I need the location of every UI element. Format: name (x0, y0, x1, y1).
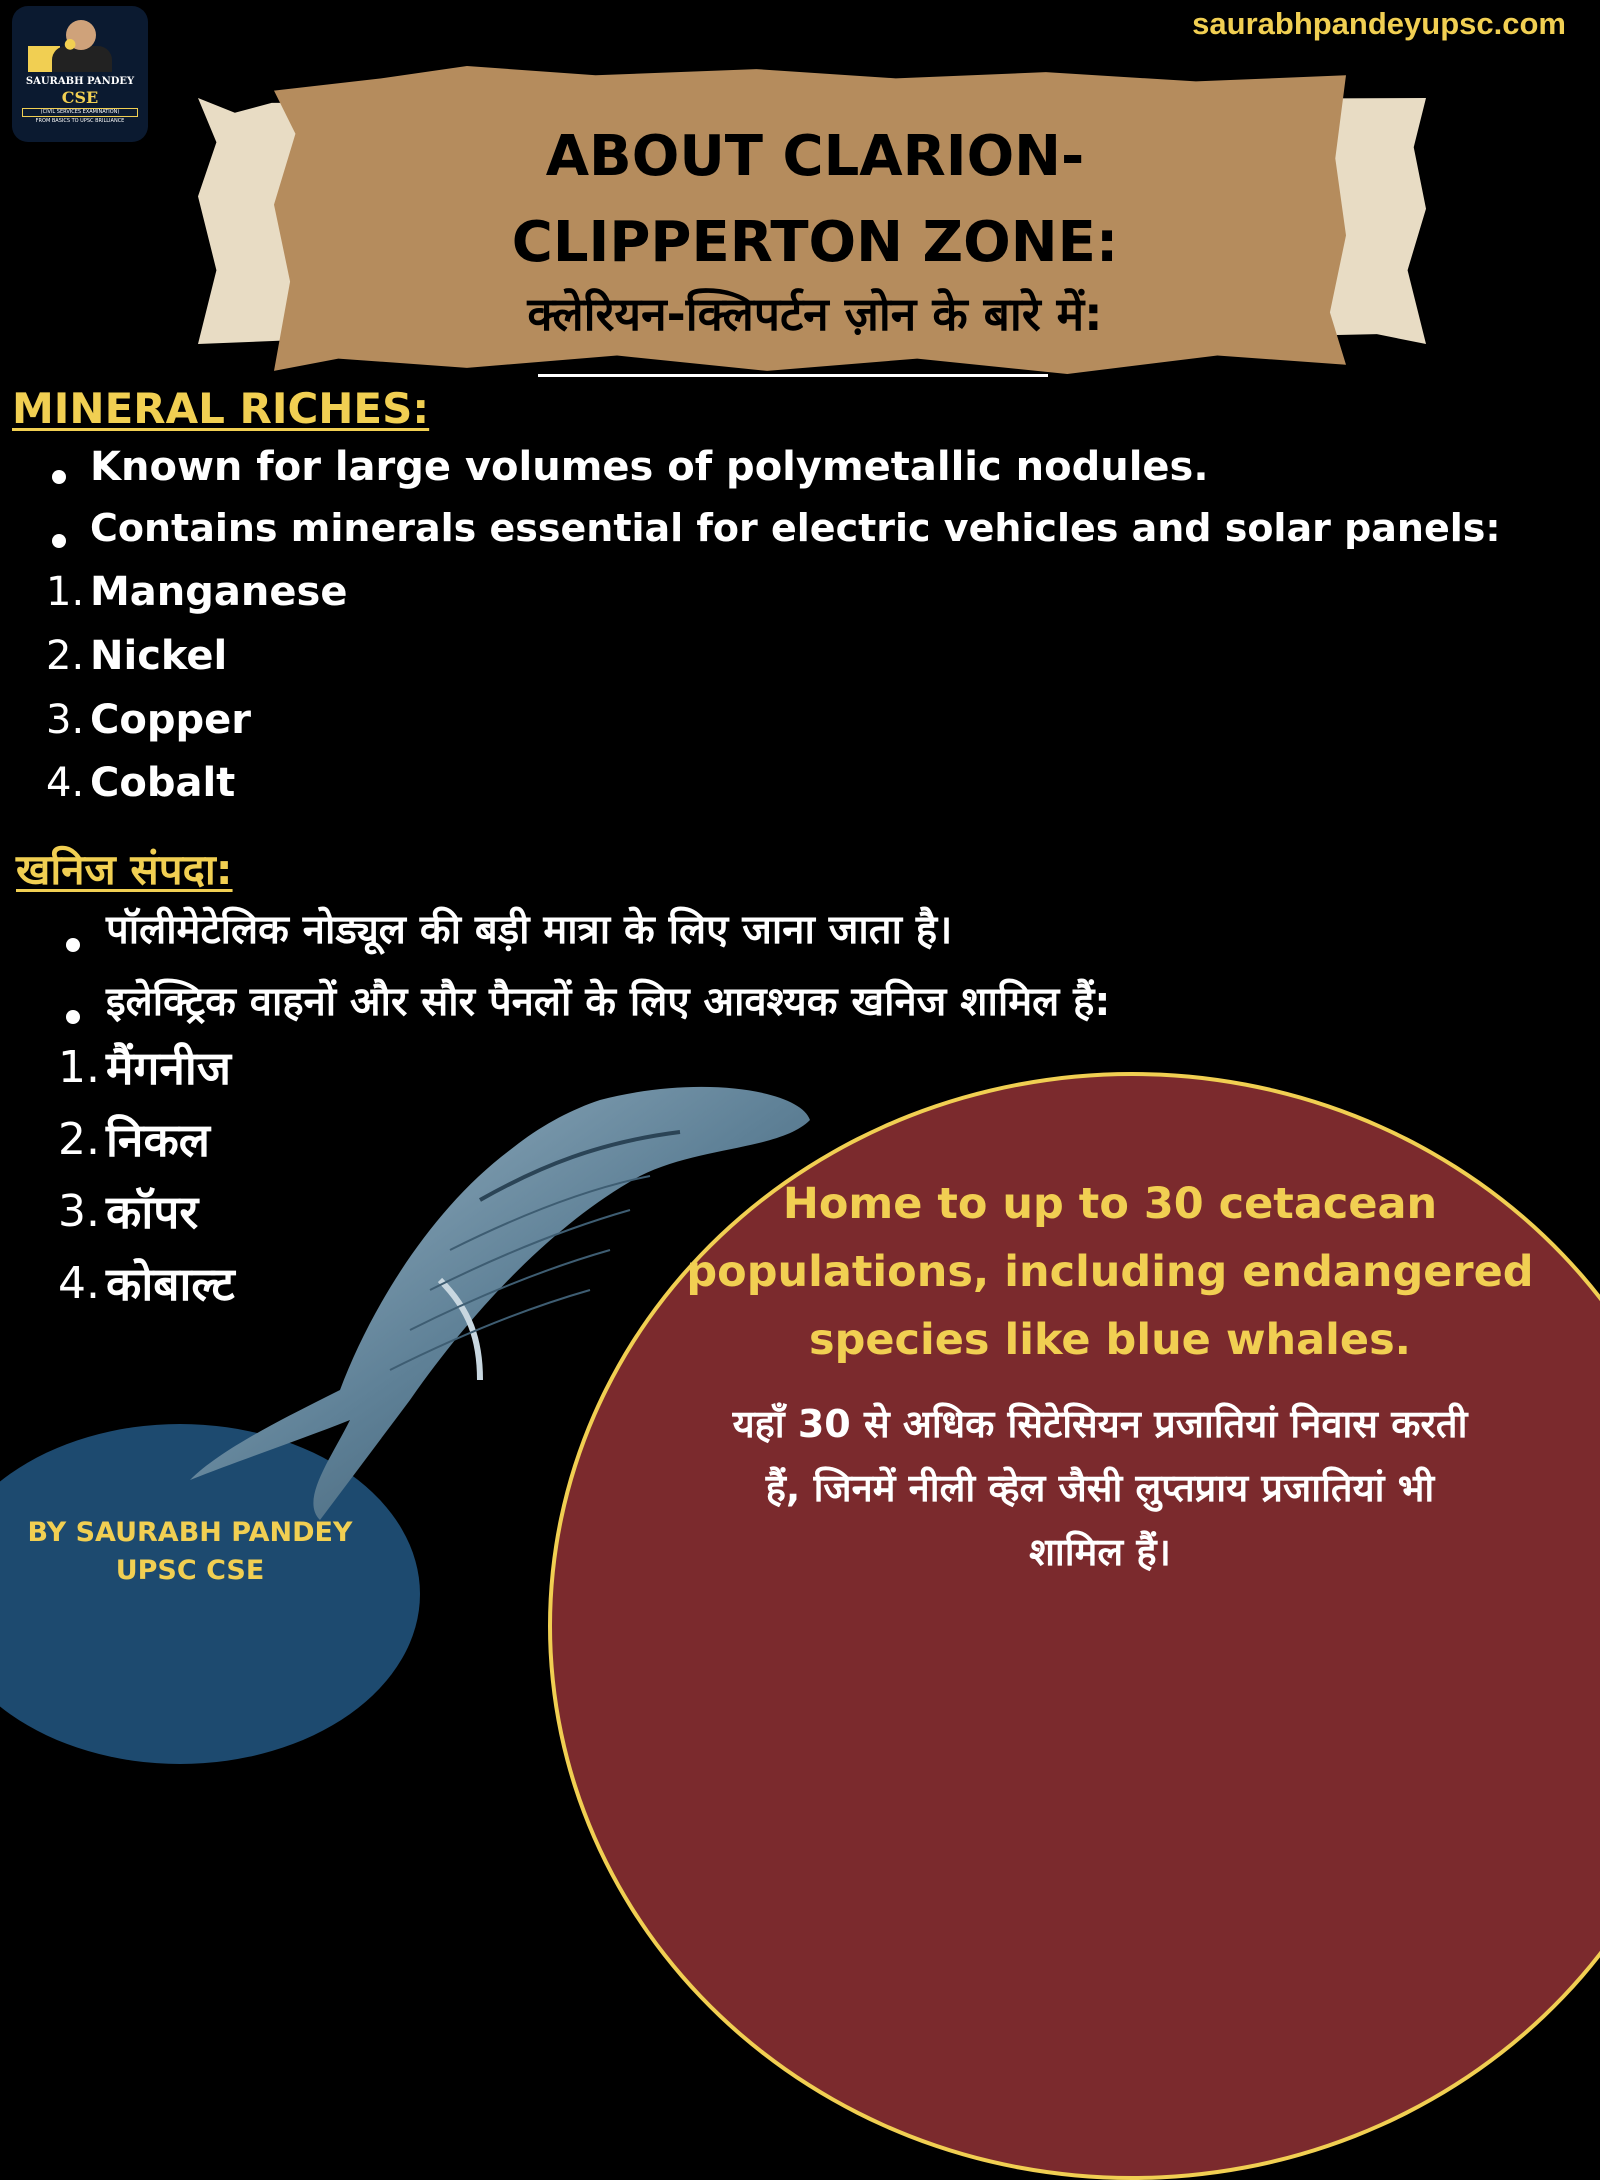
mineral-bullet-hindi-2: इलेक्ट्रिक वाहनों और सौर पैनलों के लिए आवश्यक खनिज शामिल हैं: (106, 979, 1111, 1025)
mineral-item-nickel: Nickel (90, 633, 228, 679)
title-hindi: क्लेरियन-क्लिपर्टन ज़ोन के बारे में: (527, 287, 1103, 341)
list-number: 2. (58, 1114, 100, 1165)
list-number: 2. (46, 633, 85, 679)
cetacean-text-english (660, 1170, 1560, 1374)
title-line-2: CLIPPERTON ZONE: (511, 210, 1119, 275)
logo-name: SAURABH PANDEY (25, 76, 135, 87)
mineral-item-hindi-nickel: निकल (106, 1113, 210, 1167)
logo-subtitle: (CIVIL SERVICES EXAMINATION) (22, 108, 138, 117)
mineral-item-manganese: Manganese (90, 569, 348, 615)
cetacean-line-2: populations, including endangered (686, 1247, 1534, 1297)
website-url: saurabhpandeyupsc.com (1192, 6, 1566, 41)
mineral-bullet-hindi-1: पॉलीमेटेलिक नोड्यूल की बड़ी मात्रा के लिए जाना जाता है। (106, 907, 953, 953)
bullet-dot-icon (66, 1010, 80, 1024)
mineral-item-cobalt: Cobalt (90, 760, 236, 806)
list-number: 4. (46, 760, 85, 806)
title-english (300, 114, 1330, 286)
list-number: 1. (58, 1042, 100, 1093)
bullet-dot-icon (52, 534, 66, 548)
mineral-item-copper: Copper (90, 697, 251, 743)
mineral-item-hindi-cobalt: कोबाल्ट (106, 1257, 235, 1311)
bullet-dot-icon (52, 470, 66, 484)
mineral-riches-heading: MINERAL RICHES: (12, 384, 430, 433)
list-number: 3. (58, 1186, 100, 1237)
logo-tagline: FROM BASICS TO UPSC BRILLIANCE (35, 118, 125, 124)
bullet-dot-icon (66, 938, 80, 952)
logo-cse: CSE (61, 88, 99, 107)
cetacean-hindi-line-3: शामिल हैं। (1029, 1530, 1171, 1574)
list-number: 3. (46, 697, 85, 743)
mineral-riches-heading-hindi: खनिज संपदा: (16, 845, 233, 894)
title-divider (538, 374, 1048, 377)
cetacean-hindi-line-1: यहाँ 30 से अधिक सिटेसियन प्रजातियां निवास करती (732, 1402, 1468, 1446)
lightbulb-icon: ● (64, 36, 77, 52)
credit-line-2: UPSC CSE (115, 1555, 265, 1586)
mineral-item-hindi-copper: कॉपर (106, 1185, 199, 1239)
list-number: 1. (46, 569, 85, 615)
cetacean-line-1: Home to up to 30 cetacean (782, 1179, 1438, 1229)
cetacean-line-3: species like blue whales. (809, 1315, 1411, 1365)
cetacean-text-hindi (610, 1392, 1590, 1584)
cetacean-hindi-line-2: हैं, जिनमें नीली व्हेल जैसी लुप्तप्राय प्रजातियां भी (765, 1466, 1435, 1510)
credit-line-1: BY SAURABH PANDEY (27, 1517, 353, 1548)
mineral-item-hindi-manganese: मैंगनीज (106, 1041, 231, 1095)
author-credit (20, 1514, 360, 1590)
mineral-bullet-2: Contains minerals essential for electric vehicles and solar panels: (90, 506, 1501, 550)
mineral-bullet-1: Known for large volumes of polymetallic nodules. (90, 444, 1209, 490)
brand-logo (12, 6, 148, 142)
title-line-1: ABOUT CLARION- (545, 124, 1085, 189)
list-number: 4. (58, 1258, 100, 1309)
